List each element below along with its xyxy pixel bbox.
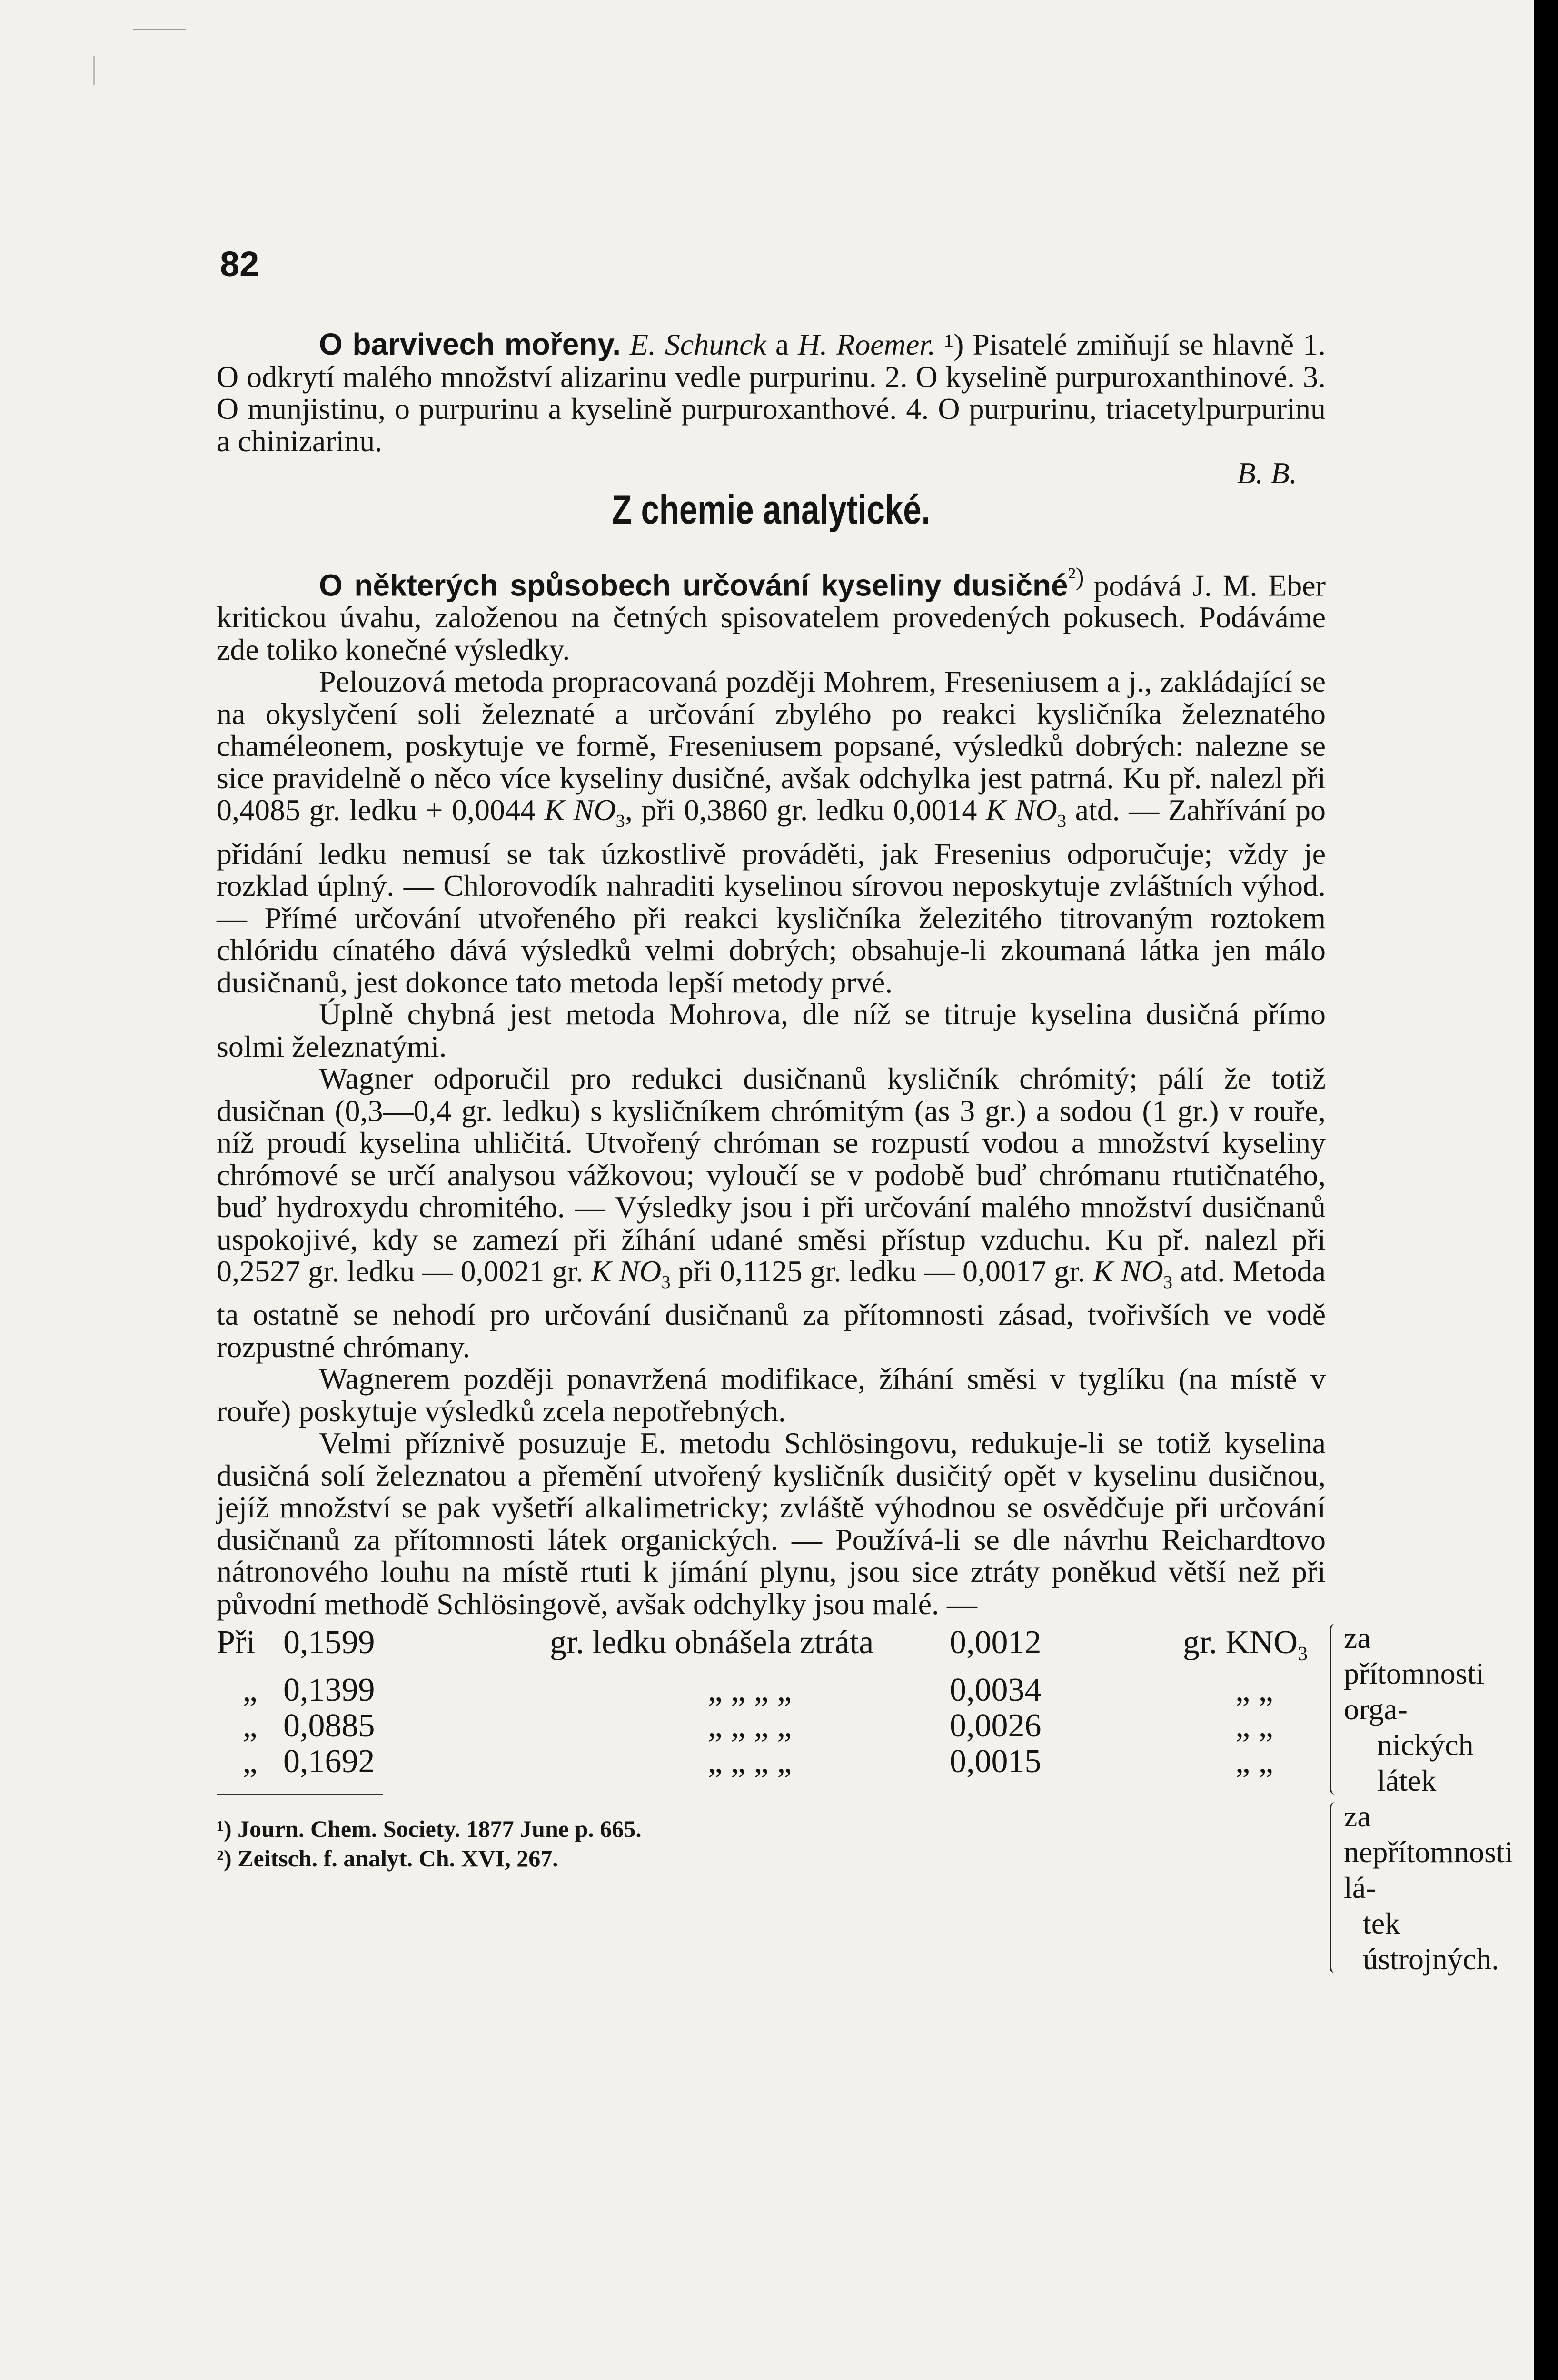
brace-text: tek ústrojných. xyxy=(1363,1906,1499,1976)
subscript: 3 xyxy=(1057,811,1067,832)
section-heading: Z chemie analytické. xyxy=(612,486,931,533)
text-run: , při 0,3860 gr. ledku 0,0014 xyxy=(625,793,986,827)
formula: gr. KNO xyxy=(1183,1624,1298,1661)
brace-notes xyxy=(1326,1620,1513,1976)
subscript: 3 xyxy=(661,1272,671,1292)
subscript: 3 xyxy=(615,811,625,832)
table-cell: „ „ „ „ xyxy=(707,1707,792,1745)
table-cell xyxy=(1183,1625,1326,1672)
text-run: atd. Metoda ta ostatně se nehodí pro určování dusičnanů za přítomnosti zásad, tvořivších ve vodě rozpustné chrómany. xyxy=(217,1254,1326,1364)
brace-text: nických látek xyxy=(1377,1728,1474,1798)
table-cell: 0,1399 xyxy=(283,1672,375,1709)
footnote-1: ¹) Journ. Chem. Society. 1877 June p. 665. xyxy=(217,1815,642,1843)
article-title: O některých spůsobech určování kyseliny dusičné xyxy=(319,567,1068,602)
footnote-ref: ²) xyxy=(1068,562,1094,591)
table-cell: „ „ xyxy=(1235,1743,1273,1780)
formula: K NO xyxy=(985,793,1057,827)
paragraph-schunck xyxy=(217,328,1326,457)
formula: K NO xyxy=(544,793,616,827)
article-title: O barvivech mořeny. xyxy=(319,327,621,361)
subscript: 3 xyxy=(1298,1643,1308,1666)
table-cell: 0,1599 xyxy=(283,1624,375,1661)
brace-group-inorganic xyxy=(1326,1798,1513,1977)
table-cell: gr. ledku obnášela ztráta xyxy=(550,1624,874,1661)
brace-text: za nepřítomnosti lá- xyxy=(1344,1799,1513,1905)
brace-text: za přítomnosti orga- xyxy=(1344,1621,1485,1726)
author-name: E. Schunck xyxy=(629,327,767,361)
footnote-2: ²) Zeitsch. f. analyt. Ch. XVI, 267. xyxy=(217,1845,558,1872)
paragraph-mohr: Úplně chybná jest metoda Mohrova, dle níž se titruje kyselina dusičná přímo solmi železnatými. xyxy=(217,997,1326,1063)
paragraph-wagner xyxy=(217,1062,1326,1363)
table-cell: „ xyxy=(242,1672,258,1709)
footnote-rule xyxy=(217,1794,383,1795)
formula: K NO xyxy=(1093,1254,1163,1289)
page-text xyxy=(217,327,1513,1976)
page-number: 82 xyxy=(220,244,259,284)
table-cell: „ „ xyxy=(1235,1707,1273,1745)
text-run: při 0,1125 gr. ledku — 0,0017 gr. xyxy=(670,1254,1093,1289)
results-table xyxy=(217,1625,1326,1779)
scan-edge-mark xyxy=(93,56,95,85)
paragraph-body: podává J. M. Eber kritickou úvahu, založenou na četných spisovatelem provedených pokusech. Podáváme zde toliko konečné výsledky. xyxy=(217,568,1326,666)
formula: K NO xyxy=(591,1254,662,1289)
subscript: 3 xyxy=(1163,1272,1173,1292)
table-cell: „ „ „ „ xyxy=(707,1672,792,1709)
text-run: Wagner odporučil pro redukci dusičnanů kysličník chrómitý; pálí že totiž dusičnan (0,3—0,4 gr. ledku) s kysličníkem chrómitým (as 3 gr.) a sodou (1 gr.) v rouře, níž proudí kyselina uhličitá. Utvořený chróman se rozpustí vodou a množství kyseliny chrómové se určí analysou vážkovou; vyloučí se v podobě buď chrómanu rtutičnatého, buď hydroxydu chromitého. — Výsledky jsou i při určování malého množství dusičnanů uspokojivé, kdy se zamezí při žíhání udané směsi přístup vzduchu. Ku př. nalezl při 0,2527 gr. ledku — 0,0021 gr. xyxy=(217,1061,1326,1289)
table-cell: „ „ „ „ xyxy=(707,1743,792,1780)
paragraph-schlosing: Velmi příznivě posuzuje E. metodu Schlösingovu, redukuje-li se totiž kyselina dusičná solí železnatou a přemění utvořený kysličník dusičitý opět v kyselinu dusičnou, jejíž množství se pak vyšetří alkalimetricky; zvláště výhodnou se osvědčuje při určování dusičnanů za přítomnosti látek organických. — Používá-li se dle návrhu Reichardtovo nátronového louhu na místě rtuti k jímání plynu, jsou sice ztráty poněkud větší než při původní methodě Schlösingově, avšak odchylky jsou malé. — xyxy=(217,1426,1326,1621)
table-cell: 0,0012 xyxy=(950,1624,1042,1661)
table-cell: „ xyxy=(242,1743,258,1780)
table-cell: „ „ xyxy=(1235,1672,1273,1709)
conjunction: a xyxy=(766,327,798,361)
footnote-ref: ¹) xyxy=(935,327,973,361)
table-cell: 0,0026 xyxy=(950,1707,1042,1745)
paragraph-pelouze xyxy=(217,665,1326,998)
author-name: H. Roemer. xyxy=(798,327,936,361)
paragraph-body: Pisatelé zmiňují se hlavně 1. O odkrytí malého množství alizarinu vedle purpurinu. 2. O kyselině purpuroxanthinové. 3. O munjistinu, o purpurinu a kyselině purpuroxanthové. 4. O purpurinu, triacetylpurpurinu a chinizarinu. xyxy=(217,327,1326,458)
paragraph-eber xyxy=(217,561,1326,666)
table-cell: 0,0034 xyxy=(950,1672,1042,1709)
table-cell: „ xyxy=(242,1707,258,1745)
table-cell: Při xyxy=(217,1624,256,1661)
paragraph-modification: Wagnerem později ponavržená modifikace, žíhání směsi v tyglíku (na místě v rouře) poskytuje výsledků zcela nepotřebných. xyxy=(217,1362,1326,1428)
text-run: Pelouzová metoda propracovaná později Mohrem, Freseniusem a j., zakládající se na okyslyčení soli železnaté a určování zbylého po reakci kysličníka železnatého chaméleonem, poskytuje ve formě, Freseniusem popsané, výsledků dobrých: nalezne se sice pravidelně o něco více kyseliny dusičné, avšak odchylka jest patrná. Ku př. nalezl při 0,4085 gr. ledku + 0,0044 xyxy=(217,664,1326,827)
text-run: atd. — Zahřívání po přidání ledku nemusí se tak úzkostlivě prováděti, jak Fresenius odporučuje; vždy je rozklad úplný. — Chlorovodík nahraditi kyselinou sírovou neposkytuje zvláštních výhod. — Přímé určování utvořeného při reakci kysličníka železitého titrovaným roztokem chlóridu cínatého dává výsledků velmi dobrých; obsahuje-li zkoumaná látka jen málo dusičnanů, jest dokonce tato metoda lepší metody prvé. xyxy=(217,793,1326,999)
brace-group-organic xyxy=(1326,1620,1513,1798)
scan-edge-line xyxy=(133,29,186,30)
signature: B. B. xyxy=(1237,456,1297,490)
table-cell: 0,1692 xyxy=(283,1743,375,1780)
table-cell: 0,0015 xyxy=(950,1743,1042,1780)
table-cell: 0,0885 xyxy=(283,1707,375,1745)
